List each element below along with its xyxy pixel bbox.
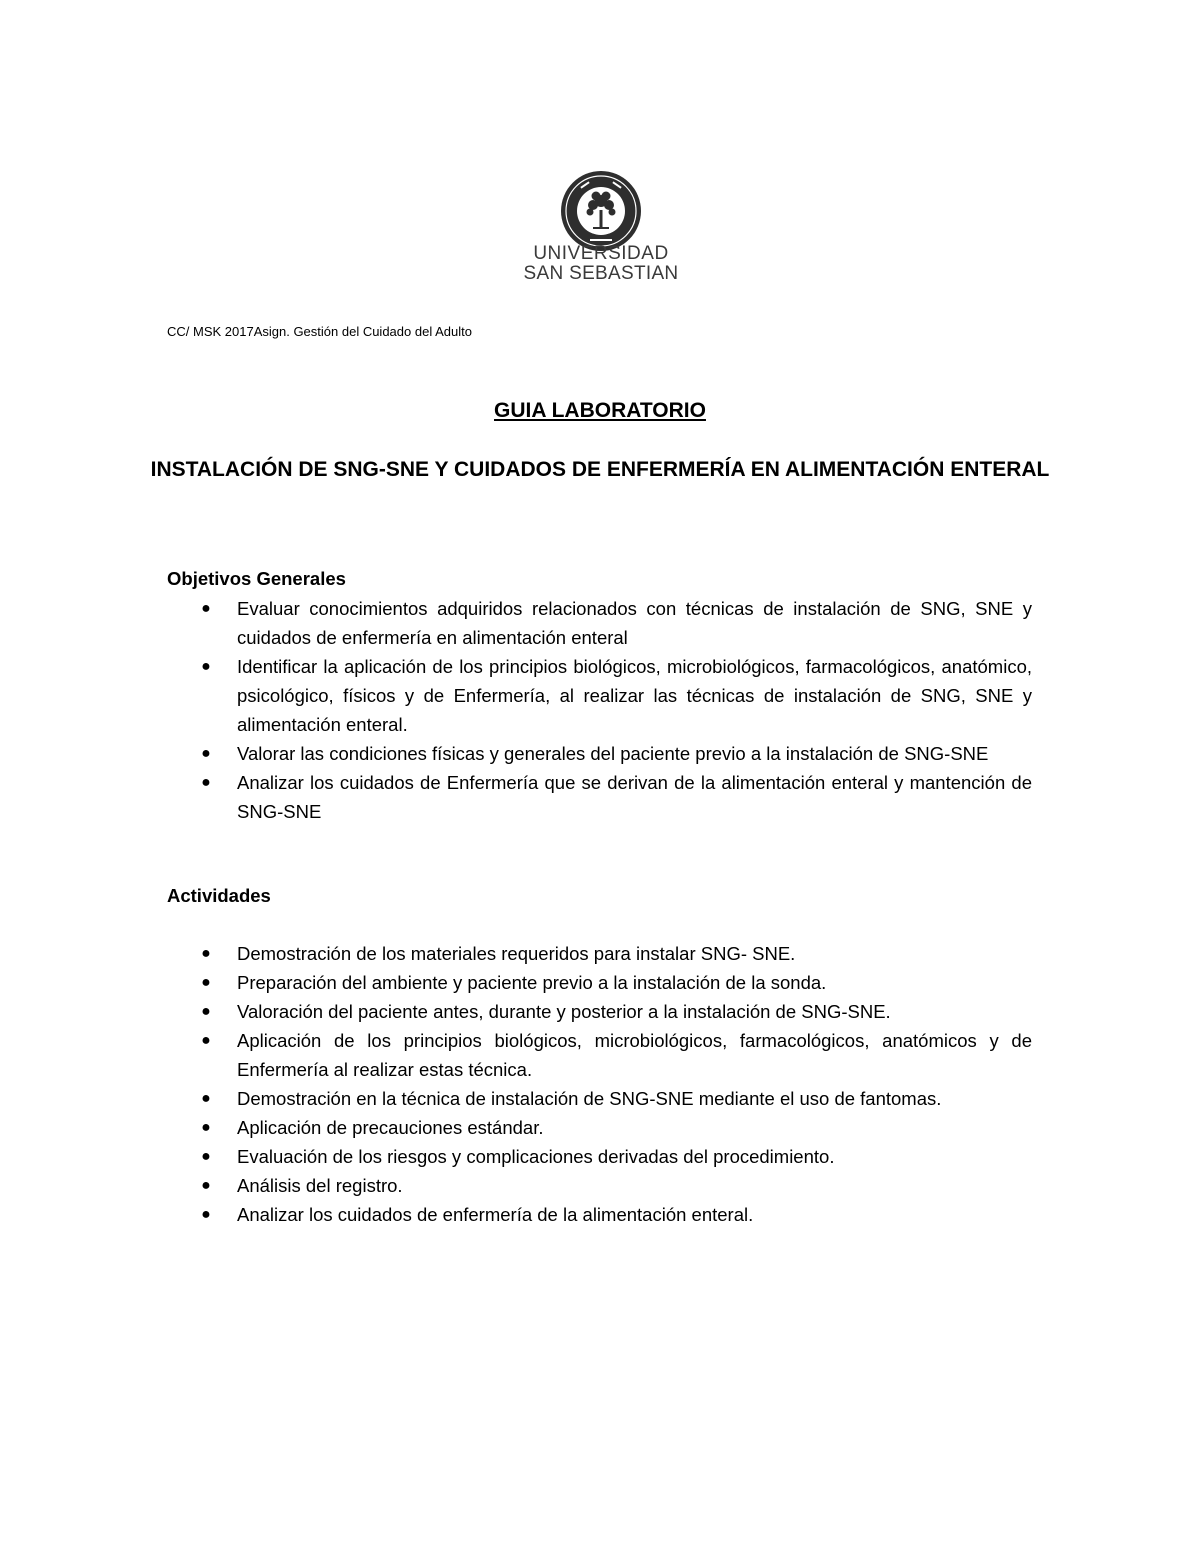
list-item: ● Analizar los cuidados de enfermería de la alimentación enteral.: [200, 1200, 1032, 1229]
bullet-icon: ●: [201, 1206, 211, 1223]
university-seal-icon: [560, 170, 642, 252]
university-name-line1: UNIVERSIDAD: [533, 243, 669, 264]
university-logo: [519, 170, 683, 282]
list-item: ● Analizar los cuidados de Enfermería que se derivan de la alimentación enteral y mantención de SNG-SNE: [200, 768, 1032, 826]
bullet-icon: ●: [201, 1177, 211, 1194]
actividades-heading: Actividades: [167, 885, 271, 906]
university-name: [519, 244, 683, 284]
bullet-icon: ●: [201, 1148, 211, 1165]
objetivos-heading: Objetivos Generales: [167, 568, 346, 589]
list-item: ● Preparación del ambiente y paciente previo a la instalación de la sonda.: [200, 968, 1032, 997]
list-item: ● Evaluación de los riesgos y complicaciones derivadas del procedimiento.: [200, 1142, 1032, 1171]
bullet-icon: ●: [201, 658, 211, 675]
bullet-icon: ●: [201, 600, 211, 617]
bullet-icon: ●: [201, 1119, 211, 1136]
list-item: ● Valoración del paciente antes, durante y posterior a la instalación de SNG-SNE.: [200, 997, 1032, 1026]
bullet-icon: ●: [201, 745, 211, 762]
bullet-icon: ●: [201, 1032, 211, 1049]
list-item: ● Aplicación de precauciones estándar.: [200, 1113, 1032, 1142]
list-item: ● Identificar la aplicación de los principios biológicos, microbiológicos, farmacológicos, anatómico, psicológico, físicos y de Enfermería, al realizar las técnicas de instalación de SNG, SNE y alimentación enteral.: [200, 652, 1032, 739]
bullet-icon: ●: [201, 774, 211, 791]
objetivos-list: [200, 594, 1032, 826]
university-name-line2: SAN SEBASTIAN: [523, 263, 679, 284]
document-subtitle: INSTALACIÓN DE SNG-SNE Y CUIDADOS DE ENFERMERÍA EN ALIMENTACIÓN ENTERAL: [150, 458, 1050, 481]
list-item: ● Aplicación de los principios biológicos, microbiológicos, farmacológicos, anatómicos y de Enfermería al realizar estas técnica.: [200, 1026, 1032, 1084]
document-title: GUIA LABORATORIO: [494, 399, 706, 422]
list-item: ● Demostración en la técnica de instalación de SNG-SNE mediante el uso de fantomas.: [200, 1084, 1032, 1113]
list-item: ● Evaluar conocimientos adquiridos relacionados con técnicas de instalación de SNG, SNE y cuidados de enfermería en alimentación enteral: [200, 594, 1032, 652]
list-item: ● Análisis del registro.: [200, 1171, 1032, 1200]
list-item: ● Demostración de los materiales requeridos para instalar SNG- SNE.: [200, 939, 1032, 968]
bullet-icon: ●: [201, 945, 211, 962]
bullet-icon: ●: [201, 974, 211, 991]
course-reference: CC/ MSK 2017Asign. Gestión del Cuidado del Adulto: [167, 324, 472, 339]
bullet-icon: ●: [201, 1003, 211, 1020]
bullet-icon: ●: [201, 1090, 211, 1107]
list-item: ● Valorar las condiciones físicas y generales del paciente previo a la instalación de SNG-SNE: [200, 739, 1032, 768]
actividades-list: [200, 939, 1032, 1229]
